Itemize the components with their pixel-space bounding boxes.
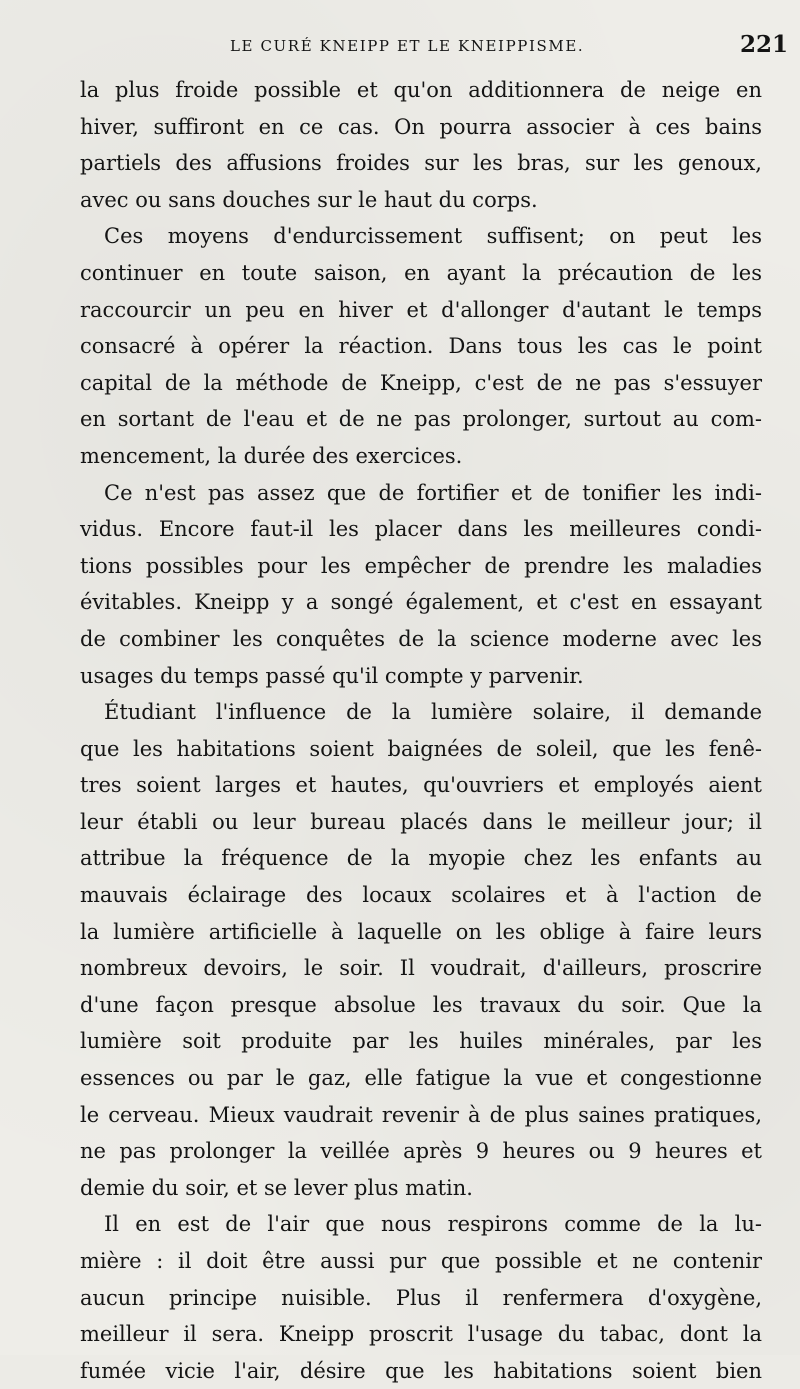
running-head (0, 31, 800, 58)
text-line: Ce n'est pas assez que de fortifier et de tonifier les indi- (104, 480, 762, 505)
text-line: lumière soit produite par les huiles minérales, par les (80, 1029, 762, 1054)
text-line: Ces moyens d'endurcissement suffisent; on peut les (104, 224, 762, 249)
text-line: capital de la méthode de Kneipp, c'est de ne pas s'essuyer (80, 370, 762, 395)
running-title: LE CURÉ KNEIPP ET LE KNEIPPISME. (230, 37, 585, 55)
text-line: demie du soir, et se lever plus matin. (80, 1175, 473, 1200)
text-line: hiver, suffiront en ce cas. On pourra associer à ces bains (80, 114, 762, 139)
text-line: ne pas prolonger la veillée après 9 heures ou 9 heures et (80, 1139, 762, 1164)
text-line: la plus froide possible et qu'on additionnera de neige en (80, 78, 762, 102)
text-line: en sortant de l'eau et de ne pas prolonger, surtout au com- (80, 407, 762, 432)
text-line: essences ou par le gaz, elle fatigue la vue et congestionne (80, 1066, 762, 1091)
text-line: que les habitations soient baignées de soleil, que les fenê- (80, 736, 762, 761)
text-line: tions possibles pour les empêcher de prendre les maladies (80, 553, 762, 578)
text-line: aucun principe nuisible. Plus il renfermera d'oxygène, (80, 1285, 762, 1310)
text-line: continuer en toute saison, en ayant la précaution de les (80, 260, 762, 285)
text-line: de combiner les conquêtes de la science moderne avec les (80, 626, 762, 651)
text-line: mière : il doit être aussi pur que possible et ne contenir (80, 1249, 762, 1273)
text-line: mauvais éclairage des locaux scolaires et à l'action de (80, 883, 762, 908)
text-line: avec ou sans douches sur le haut du corps. (80, 187, 538, 212)
text-line: consacré à opérer la réaction. Dans tous les cas le point (80, 334, 762, 359)
text-line: vidus. Encore faut-il les placer dans les meilleures condi- (80, 517, 762, 542)
text-line: nombreux devoirs, le soir. Il voudrait, d'ailleurs, proscrire (80, 956, 762, 981)
text-line: Étudiant l'influence de la lumière solaire, il demande (104, 700, 762, 725)
text-line: mencement, la durée des exercices. (80, 443, 463, 468)
text-line: le cerveau. Mieux vaudrait revenir à de plus saines pratiques, (80, 1102, 762, 1127)
text-line: la lumière artificielle à laquelle on les oblige à faire leurs (80, 919, 762, 944)
text-line: meilleur il sera. Kneipp proscrit l'usage du tabac, dont la (80, 1322, 762, 1347)
text-line: partiels des affusions froides sur les bras, sur les genoux, (80, 151, 762, 176)
text-line: raccourcir un peu en hiver et d'allonger d'autant le temps (80, 297, 762, 322)
page-number: 221 (739, 31, 788, 58)
text-line: Il en est de l'air que nous respirons comme de la lu- (104, 1212, 762, 1237)
text-line: leur établi ou leur bureau placés dans le meilleur jour; il (80, 809, 762, 834)
text-line: attribue la fréquence de la myopie chez les enfants au (80, 846, 762, 871)
text-line: usages du temps passé qu'il compte y parvenir. (80, 663, 584, 688)
text-line: d'une façon presque absolue les travaux du soir. Que la (80, 992, 762, 1017)
text-line: évitables. Kneipp y a songé également, et c'est en essayant (80, 590, 762, 615)
body-text (80, 72, 762, 1389)
text-line: fumée vicie l'air, désire que les habitations soient bien (80, 1358, 762, 1383)
text-line: tres soient larges et hautes, qu'ouvriers et employés aient (80, 773, 762, 798)
